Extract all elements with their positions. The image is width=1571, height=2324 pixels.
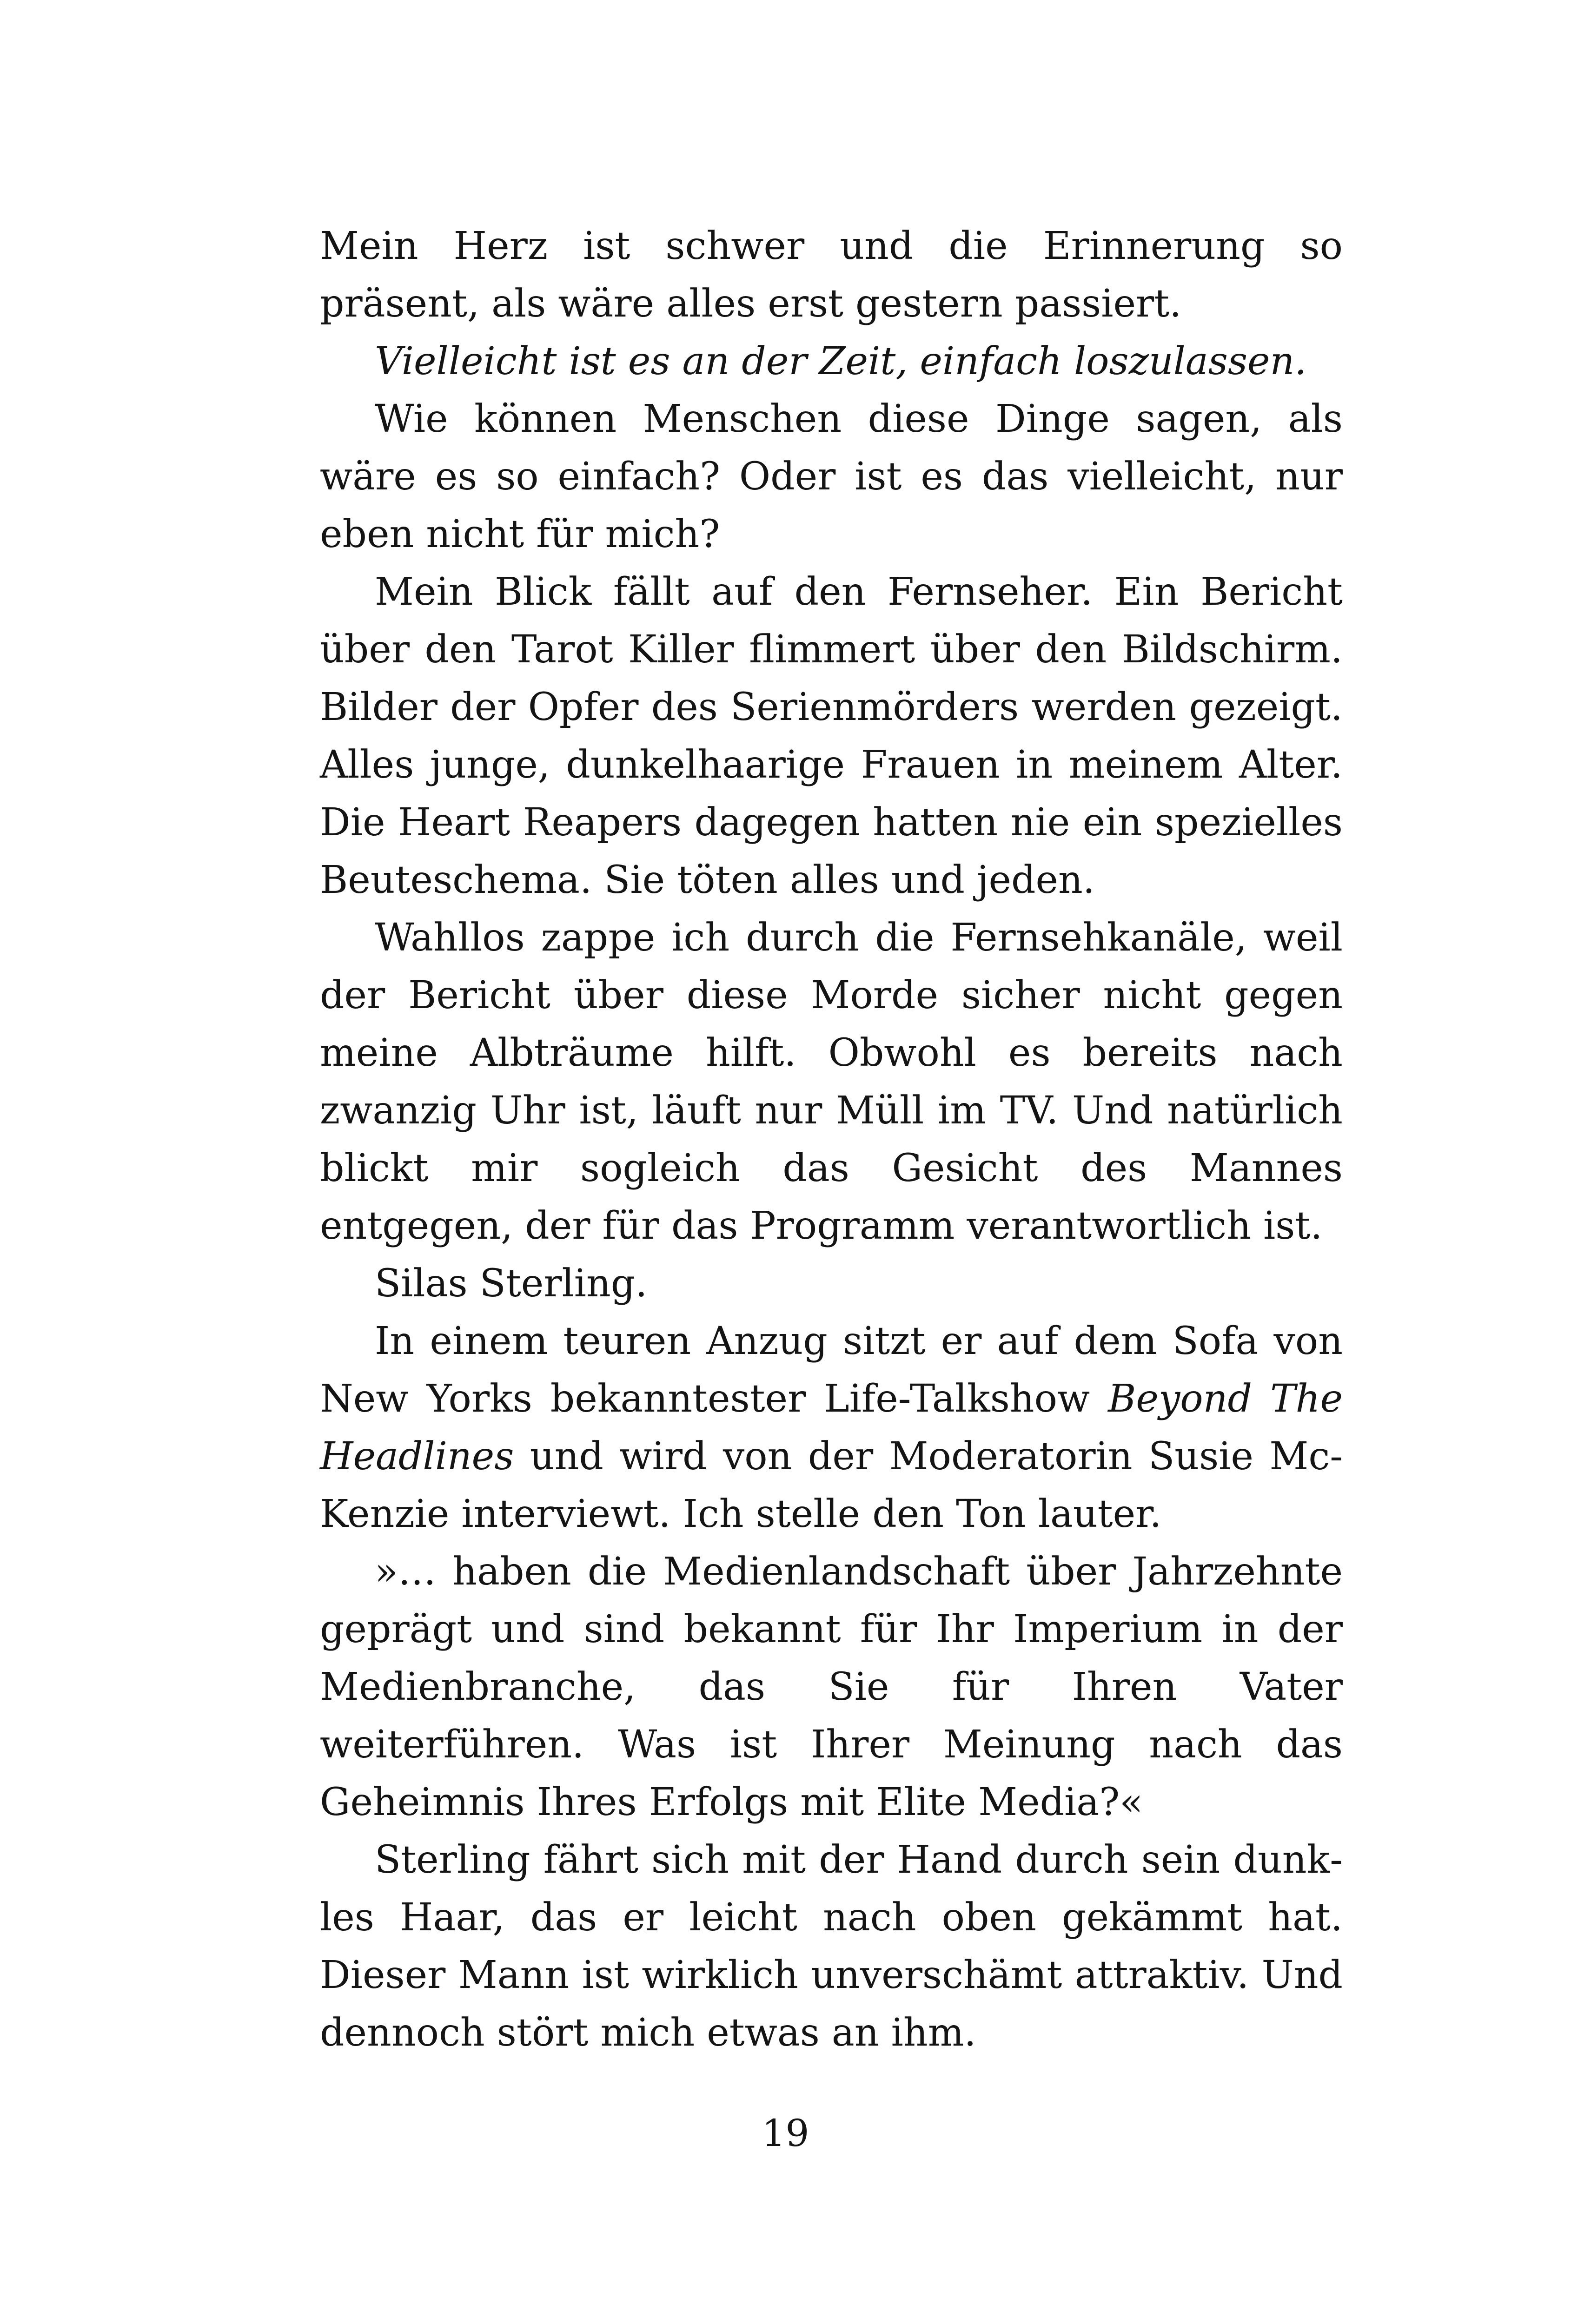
paragraph [320,909,1343,1255]
body-text [320,218,1343,2062]
text-run: »… haben die Medienlandschaft über Jahrzehnte geprägt und sind bekannt für Ihr Imperium in der Medienbranche, das Sie für Ihren Vater weiterführen. Was ist Ihrer Meinung nach das Geheimnis Ihres Erfolgs mit Elite Media?« [320,1550,1343,1824]
italic-text-run: Vielleicht ist es an der Zeit, einfach loszulassen. [375,339,1307,383]
paragraph [320,1543,1343,1831]
paragraph [320,1831,1343,2062]
paragraph [320,1313,1343,1543]
italic-text-run: Beyond The Headlines [320,1377,1343,1479]
text-run: Wie können Menschen diese Dinge sagen, als wäre es so einfach? Oder ist es das vielleicht, nur eben nicht für mich? [320,397,1343,556]
text-run: Wahllos zappe ich durch die Fernsehkanäle, weil der Bericht über diese Morde sicher nicht gegen meine Albträume hilft. Obwohl es bereits nach zwanzig Uhr ist, läuft nur Müll im TV. Und natürlich blickt mir sogleich das Gesicht des Mannes entgegen, der für das Programm verantwortlich ist. [320,916,1343,1248]
paragraph [320,1255,1343,1313]
paragraph [320,218,1343,333]
paragraph [320,333,1343,390]
text-run: Silas Sterling. [375,1261,648,1306]
paragraph [320,390,1343,563]
text-run: und wird von der Moderatorin Susie McKenzie interviewt. Ich stelle den Ton lauter. [320,1434,1343,1536]
page-number: 19 [762,2112,809,2155]
text-run: Sterling fährt sich mit der Hand durch sein dunkles Haar, das er leicht nach oben gekämmt hat. Dieser Mann ist wirklich unverschämt attraktiv. Und dennoch stört mich etwas an ihm. [320,1838,1343,2055]
text-run: Mein Blick fällt auf den Fernseher. Ein Bericht über den Tarot Killer flimmert über den Bildschirm. Bilder der Opfer des Serienmörders werden gezeigt. Alles junge, dunkelhaarige Frauen in meinem Alter. Die Heart Reapers dagegen hatten nie ein spezielles Beuteschema. Sie töten alles und jeden. [320,570,1343,902]
text-run: Mein Herz ist schwer und die Erinnerung so präsent, als wäre alles erst gestern passiert. [320,224,1343,326]
paragraph [320,563,1343,909]
text-run: In einem teuren Anzug sitzt er auf dem Sofa von New Yorks bekanntester Life-Talkshow [320,1319,1343,1421]
